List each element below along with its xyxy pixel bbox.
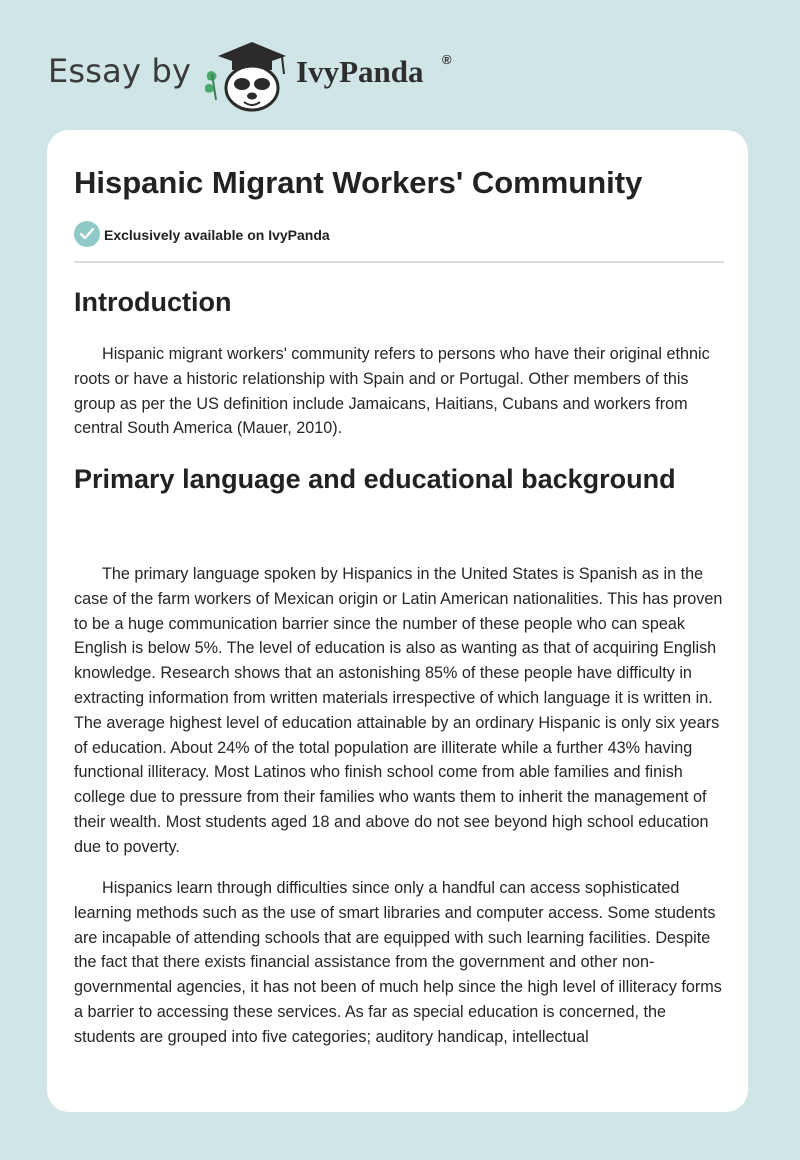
panda-graduate-icon <box>202 34 294 114</box>
section-paragraph: Hispanics learn through difficulties since only a handful can access sophisticated learning methods such as the use of smart libraries and computer access. Some students are incapable of attending schools that are equipped with such learning facilities. Despite the fact that there exists financial assistance from the government and other non-governmental agencies, it has not been of much help since the high level of illiteracy forms a barrier to accessing these services. As far as special education is concerned, the students are grouped into five categories; auditory handicap, intellectual <box>74 879 722 1046</box>
section-paragraph: Hispanic migrant workers' community refers to persons who have their original ethnic roots or have a historic relationship with Spain and or Portugal. Other members of this group as per the US definition include Jamaicans, Haitians, Cubans and workers from central South America (Mauer, 2010). <box>74 345 710 438</box>
registered-mark: ® <box>442 52 452 67</box>
title-divider <box>74 261 724 263</box>
exclusive-badge <box>74 220 724 248</box>
essay-title: Hispanic Migrant Workers' Community <box>74 165 643 200</box>
section-heading: Primary language and educational background <box>74 464 676 494</box>
exclusive-label: Exclusively available on IvyPanda <box>104 227 330 243</box>
checkmark-icon <box>74 221 100 247</box>
section-heading: Introduction <box>74 287 232 317</box>
section-paragraph: The primary language spoken by Hispanics in the United States is Spanish as in the case of the farm workers of Mexican origin or Latin American nationalities. This has proven to be a huge communication barrier since the number of these people who can speak English is below 5%. The level of education is also as wanting as that of acquiring English knowledge. Research shows that an astonishing 85% of these people have difficulty in extracting information from written materials irrespective of which language it is written in. The average highest level of education attainable by an ordinary Hispanic is only six years of education. About 24% of the total population are illiterate while a further 43% having functional illiteracy. Most Latinos who finish school come from able families and finish college due to pressure from their families who wants them to inherit the management of their wealth. Most students aged 18 and above do not see beyond high school education due to poverty. <box>74 565 723 856</box>
brand-name: IvyPanda <box>296 54 424 89</box>
brand-prefix: Essay by <box>48 52 192 90</box>
site-header-logo[interactable] <box>48 30 508 110</box>
essay-card <box>47 130 748 1112</box>
